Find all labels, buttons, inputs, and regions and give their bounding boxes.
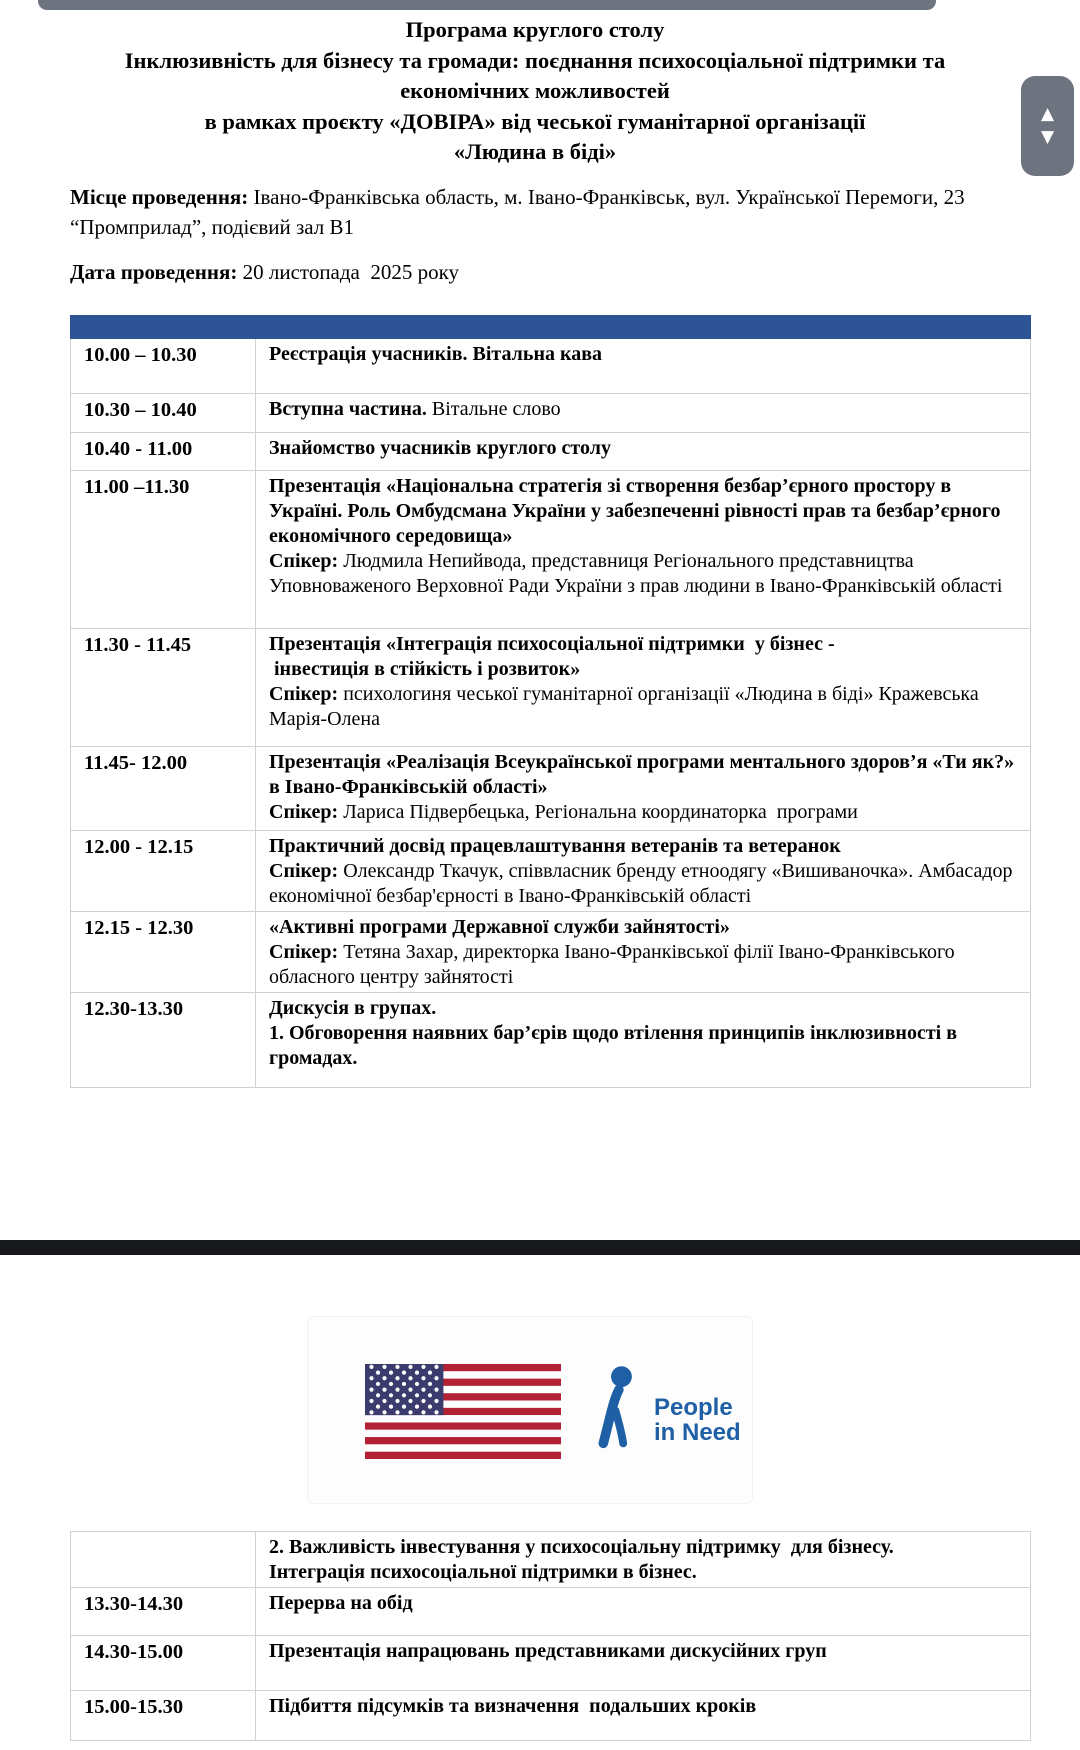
agenda-time-cell: 12.30-13.30 <box>71 993 256 1088</box>
agenda-time-cell: 10.00 – 10.30 <box>71 339 256 394</box>
date-text: 20 листопада 2025 року <box>237 260 460 284</box>
agenda-description-cell: Презентація «Реалізація Всеукраїнської програми ментального здоров’я «Ти як?» в Івано-Франківській області» Спікер: Лариса Підвербецька, Регіональна координаторка програми <box>256 747 1031 831</box>
agenda-row <box>71 1532 1031 1588</box>
agenda-row <box>71 1588 1031 1636</box>
agenda-row <box>71 433 1031 471</box>
agenda-description-cell: Практичний досвід працевлаштування ветеранів та ветеранок Спікер: Олександр Ткачук, співвласник бренду етноодягу «Вишиваночка». Амбасадор економічної безбар'єрності в Івано-Франківській області <box>256 831 1031 912</box>
agenda-time-cell: 11.00 –11.30 <box>71 471 256 629</box>
pin-word-line1: People <box>654 1394 733 1421</box>
title-line-4: в рамках проєкту «ДОВІРА» від чеської гуманітарної організації <box>204 108 866 134</box>
agenda-time-cell: 14.30-15.00 <box>71 1636 256 1691</box>
location-label: Місце проведення: <box>70 185 249 209</box>
agenda-description-cell: Презентація «Інтеграція психосоціальної підтримки у бізнес - інвестиція в стійкість і розвиток» Спікер: психологиня чеської гуманітарної організації «Людина в біді» Кражевська Марія-Олена <box>256 629 1031 747</box>
agenda-description-cell: 2. Важливість інвестування у психосоціальну підтримку для бізнесу. Інтеграція психосоціальної підтримки в бізнес. <box>256 1532 1031 1588</box>
agenda-description-cell: Реєстрація учасників. Вітальна кава <box>256 339 1031 394</box>
agenda-row <box>71 912 1031 993</box>
people-in-need-logo <box>592 1362 741 1452</box>
agenda-time-cell: 11.45- 12.00 <box>71 747 256 831</box>
title-line-2: Інклюзивність для бізнесу та громади: поєднання психосоціальної підтримки та <box>124 47 946 73</box>
agenda-time-cell: 15.00-15.30 <box>71 1691 256 1741</box>
agenda-description-cell: Презентація напрацювань представниками дискусійних груп <box>256 1636 1031 1691</box>
agenda-header-row <box>71 316 1031 339</box>
agenda-description-cell: Перерва на обід <box>256 1588 1031 1636</box>
agenda-description-cell: Підбиття підсумків та визначення подальших кроків <box>256 1691 1031 1741</box>
page-break-bar <box>0 1240 1080 1255</box>
scroll-up-button[interactable]: ▲ <box>1040 104 1055 124</box>
agenda-table-part1 <box>70 315 1031 1088</box>
scroll-control[interactable] <box>1021 76 1074 176</box>
title-line-5: «Людина в біді» <box>453 139 617 164</box>
agenda-time-cell <box>71 1532 256 1588</box>
scroll-down-button[interactable]: ▼ <box>1040 127 1055 147</box>
location-text: Івано-Франківська область, м. Івано-Франківськ, вул. Української Перемоги, 23 “Промприлад”, подієвий зал В1 <box>70 185 970 239</box>
agenda-time-cell: 10.30 – 10.40 <box>71 394 256 433</box>
agenda-description-cell: «Активні програми Державної служби зайнятості» Спікер: Тетяна Захар, директорка Івано-Франківської філії Івано-Франківського обласного центру зайнятості <box>256 912 1031 993</box>
title-line-3: економічних можливостей <box>400 78 670 103</box>
agenda-row <box>71 471 1031 629</box>
agenda-description-cell: Дискусія в групах. 1. Обговорення наявних бар’єрів щодо втілення принципів інклюзивності в громадах. <box>256 993 1031 1088</box>
date-label: Дата проведення: <box>70 260 238 284</box>
agenda-time-cell: 10.40 - 11.00 <box>71 433 256 471</box>
agenda-description-cell: Знайомство учасників круглого столу <box>256 433 1031 471</box>
agenda-time-cell: 12.15 - 12.30 <box>71 912 256 993</box>
agenda-row <box>71 1691 1031 1741</box>
people-in-need-figure-icon <box>592 1362 644 1452</box>
agenda-description-cell: Вступна частина. Вітальне слово <box>256 394 1031 433</box>
location-paragraph <box>70 182 980 242</box>
title-line-1: Програма круглого столу <box>405 17 665 42</box>
agenda-row <box>71 747 1031 831</box>
agenda-row <box>71 339 1031 394</box>
agenda-time-cell: 11.30 - 11.45 <box>71 629 256 747</box>
people-in-need-wordmark <box>654 1362 741 1452</box>
agenda-description-cell: Презентація «Національна стратегія зі створення безбар’єрного простору в Україні. Роль Омбудсмана України у забезпеченні рівності прав та безбар’єрного економічного середовища» Спікер: Людмила Непийвода, представниця Регіонального представництва Уповноваженого Верховної Ради України з прав людини в Івано-Франківській області <box>256 471 1031 629</box>
agenda-time-cell: 13.30-14.30 <box>71 1588 256 1636</box>
agenda-row <box>71 629 1031 747</box>
document-title <box>60 15 1010 168</box>
agenda-row <box>71 1636 1031 1691</box>
top-bar <box>38 0 936 10</box>
agenda-row <box>71 993 1031 1088</box>
agenda-row <box>71 831 1031 912</box>
agenda-row <box>71 394 1031 433</box>
agenda-time-cell: 12.00 - 12.15 <box>71 831 256 912</box>
us-flag-icon <box>365 1364 561 1459</box>
pin-word-line2: in Need <box>654 1419 741 1446</box>
date-paragraph <box>70 257 980 287</box>
agenda-table-part2 <box>70 1531 1031 1741</box>
